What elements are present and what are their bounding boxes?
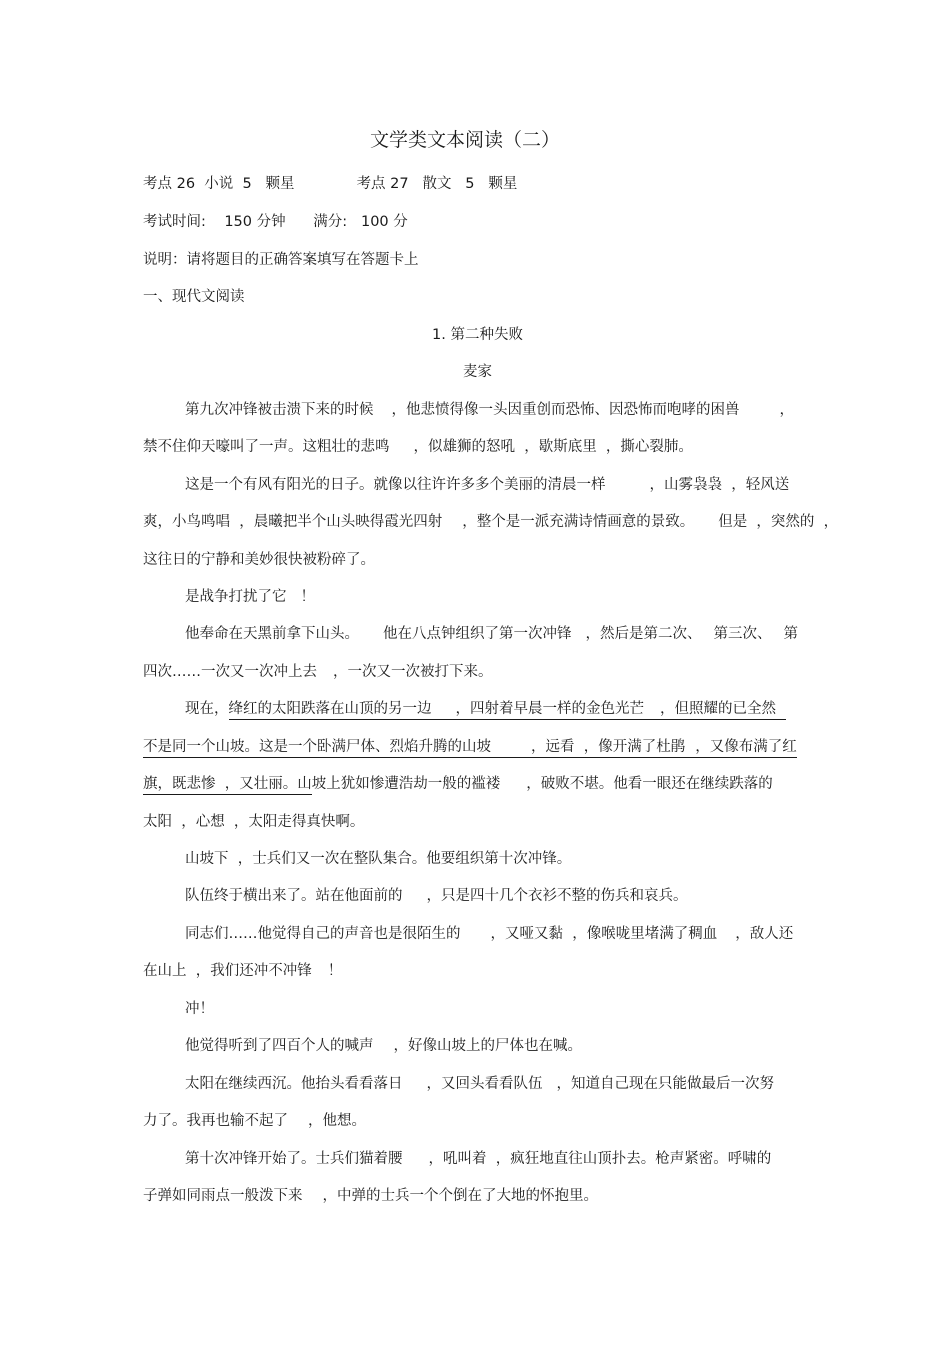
text-line: 禁不住仰天嚎叫了一声。这粗壮的悲鸣 ，似雄狮的怒吼 ，歇斯底里 ，撕心裂肺。 — [143, 439, 693, 455]
text-line: 是战争打扰了它 ！ — [185, 589, 315, 605]
underlined-passage: 不是同一个山坡。这是一个卧满尸体、烈焰升腾的山坡 ，远看 ，像开满了杜鹃 ，又像布满了红 — [143, 739, 797, 758]
text-line: 第十次冲锋开始了。士兵们猫着腰 ，吼叫着 ，疯狂地直往山顶扑去。枪声紧密。呼啸的 — [185, 1151, 772, 1167]
exam-point-essay: 考点 27 散文 5 颗星 — [356, 176, 518, 192]
text-line: 力了。我再也输不起了 ，他想。 — [143, 1113, 366, 1129]
document-title: 文学类文本阅读（二） — [369, 129, 560, 151]
underlined-passage: 绛红的太阳跌落在山顶的另一边 ，四射着早晨一样的金色光芒 ，但照耀的已全然 — [229, 701, 787, 720]
text-line: 四次……一次又一次冲上去 ，一次又一次被打下来。 — [143, 664, 493, 680]
exam-time-row: 考试时间: 150 分钟 满分: 100 分 — [143, 214, 408, 230]
text-line-underlined: 现在，绛红的太阳跌落在山顶的另一边 ，四射着早晨一样的金色光芒 ，但照耀的已全然 — [185, 699, 786, 719]
article-heading: 1. 第二种失败 — [432, 327, 523, 343]
text-line: 第九次冲锋被击溃下来的时候 ，他悲愤得像一头因重创而恐怖、因恐怖而咆哮的困兽 ， — [185, 402, 794, 418]
text-line: 山坡下 ，士兵们又一次在整队集合。他要组织第十次冲锋。 — [185, 851, 572, 867]
text-line: 冲！ — [185, 1001, 214, 1017]
text-line: 他觉得听到了四百个人的喊声 ，好像山坡上的尸体也在喊。 — [185, 1038, 582, 1054]
text-line: 他奉命在天黑前拿下山头。 他在八点钟组织了第一次冲锋 ，然后是第二次、 第三次、 第 — [185, 626, 798, 642]
text-line: 太阳在继续西沉。他抬头看看落日 ，又回头看看队伍 ，知道自己现在只能做最后一次努 — [185, 1076, 774, 1092]
text-line: 这往日的宁静和美妙很快被粉碎了。 — [143, 552, 375, 568]
article-author: 麦家 — [463, 364, 492, 380]
text-line-underlined: 旗，既悲惨 ，又壮丽。山坡上犹如惨遭浩劫一般的褴褛 ，破败不堪。他看一眼还在继续跌落的 — [143, 774, 773, 794]
text-line: 在山上 ，我们还冲不冲锋 ！ — [143, 963, 343, 979]
text-line: 队伍终于横出来了。站在他面前的 ，只是四十几个衣衫不整的伤兵和哀兵。 — [185, 888, 688, 904]
exam-instruction: 说明：请将题目的正确答案填写在答题卡上 — [143, 252, 419, 268]
text-line-underlined — [143, 737, 797, 757]
underlined-passage: 旗，既悲惨 ，又壮丽。山 — [143, 776, 312, 795]
text-line: 这是一个有风有阳光的日子。就像以往许许多多个美丽的清晨一样 ，山雾袅袅 ，轻风送 — [185, 477, 790, 493]
text-line: 子弹如同雨点一般泼下来 ，中弹的士兵一个个倒在了大地的怀抱里。 — [143, 1188, 598, 1204]
text-line: 太阳 ，心想 ，太阳走得真快啊。 — [143, 814, 365, 830]
text-line: 爽，小鸟鸣唱 ，晨曦把半个山头映得霞光四射 ，整个是一派充满诗情画意的景致。 但是 ，突然的 ， — [143, 514, 839, 530]
exam-point-novel: 考点 26 小说 5 颗星 — [143, 176, 295, 192]
section-heading: 一、现代文阅读 — [143, 289, 245, 305]
text-line: 同志们……他觉得自己的声音也是很陌生的 ，又哑又黏 ，像喉咙里堵满了稠血 ，敌人还 — [185, 926, 794, 942]
exam-points-row — [143, 174, 517, 194]
